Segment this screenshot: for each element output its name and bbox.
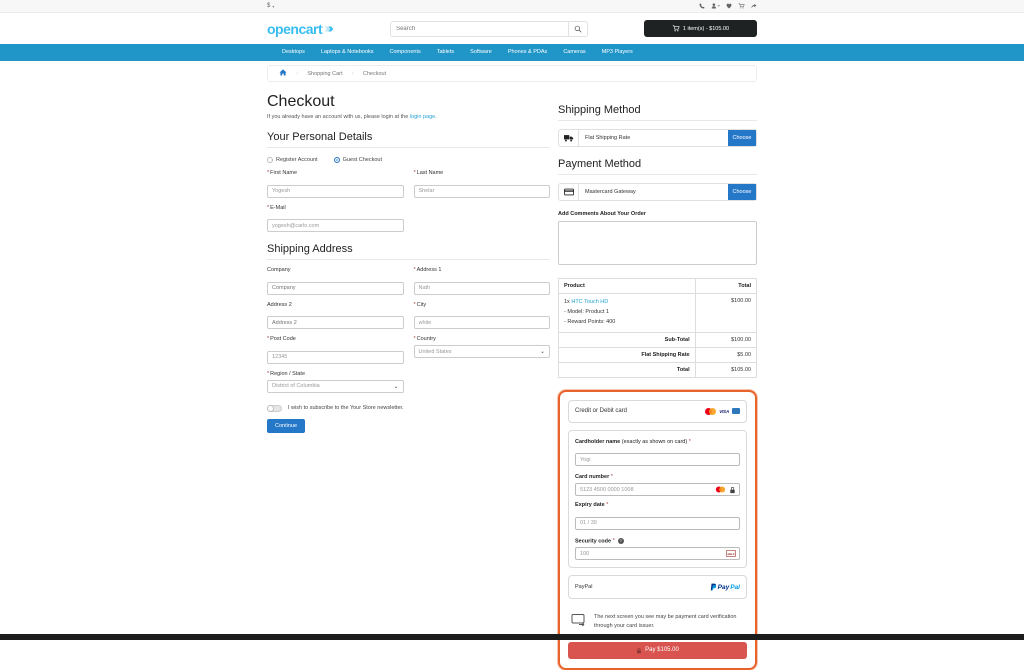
card-option-label: Credit or Debit card bbox=[575, 408, 628, 415]
cart-icon[interactable] bbox=[738, 3, 745, 9]
nav-item-tablets[interactable]: Tablets bbox=[436, 49, 455, 55]
help-question-icon[interactable]: ? bbox=[619, 538, 622, 544]
login-hint: If you already have an account with us, please login at the login page. bbox=[267, 114, 437, 120]
subtotal-row bbox=[559, 332, 757, 347]
search-input[interactable] bbox=[390, 21, 568, 37]
newsletter-label: I wish to subscribe to the Your Store newsletter. bbox=[288, 405, 404, 411]
register-account-label: Register Account bbox=[276, 157, 318, 163]
visa-icon: VISA bbox=[719, 408, 729, 414]
country-field-group bbox=[414, 336, 551, 364]
footer-bar bbox=[0, 634, 1024, 640]
verification-note bbox=[571, 613, 744, 632]
cardholder-name-input[interactable] bbox=[575, 453, 740, 466]
total-value: $105.00 bbox=[695, 362, 756, 377]
payment-method-heading: Payment Method bbox=[558, 158, 757, 175]
shipping-rate-label: Flat Shipping Rate bbox=[559, 347, 696, 362]
first-name-input[interactable] bbox=[267, 185, 404, 198]
payment-choose-button[interactable]: Choose bbox=[728, 184, 756, 200]
home-icon bbox=[279, 69, 287, 76]
shipping-method-row bbox=[558, 129, 757, 147]
last-name-label: *Last Name bbox=[413, 170, 444, 176]
nav-item-software[interactable]: Software bbox=[470, 49, 492, 55]
register-account-radio[interactable] bbox=[267, 157, 318, 163]
product-total: $100.00 bbox=[695, 294, 756, 333]
product-column-header: Product bbox=[559, 279, 696, 294]
table-header-row bbox=[559, 279, 757, 294]
opencart-logo[interactable] bbox=[267, 21, 334, 37]
shipping-choose-button[interactable]: Choose bbox=[728, 130, 756, 146]
continue-button[interactable]: Continue bbox=[267, 419, 305, 433]
currency-symbol: $ bbox=[267, 3, 271, 9]
truck-icon bbox=[559, 130, 579, 146]
city-label: *City bbox=[413, 301, 427, 308]
wishlist-heart-icon[interactable] bbox=[726, 3, 732, 9]
site-header bbox=[0, 13, 1024, 44]
toggle-knob bbox=[267, 405, 274, 412]
lock-icon bbox=[636, 647, 642, 654]
email-field-group bbox=[267, 205, 404, 233]
nav-item-components[interactable]: Components bbox=[389, 49, 421, 55]
lock-icon bbox=[729, 486, 736, 494]
top-bar bbox=[0, 0, 1024, 13]
nav-item-phones[interactable]: Phones & PDAs bbox=[507, 49, 548, 55]
cvv-card-icon bbox=[726, 550, 736, 557]
comments-textarea[interactable] bbox=[558, 221, 757, 265]
address1-input[interactable] bbox=[414, 282, 551, 295]
city-input[interactable] bbox=[414, 316, 551, 329]
first-name-label: *First Name bbox=[267, 170, 298, 176]
guest-checkout-label: Guest Checkout bbox=[342, 157, 383, 163]
chevron-down-icon: ⌄ bbox=[393, 383, 399, 390]
country-select[interactable]: United States ⌄ bbox=[414, 345, 551, 358]
shipping-address-heading: Shipping Address bbox=[267, 243, 550, 260]
address2-input[interactable] bbox=[267, 316, 404, 329]
page-title: Checkout bbox=[267, 93, 335, 110]
order-summary-table bbox=[558, 278, 757, 378]
logo-text: opencart bbox=[267, 20, 323, 37]
amex-icon bbox=[732, 408, 740, 414]
total-column-header: Total bbox=[695, 279, 756, 294]
phone-icon[interactable] bbox=[699, 3, 705, 9]
breadcrumb-home[interactable] bbox=[270, 69, 299, 78]
credit-card-icon bbox=[559, 184, 579, 200]
email-label: *E-Mail bbox=[267, 204, 286, 211]
login-page-link[interactable]: login page bbox=[409, 114, 436, 120]
guest-checkout-radio[interactable] bbox=[334, 157, 382, 163]
nav-item-cameras[interactable]: Cameras bbox=[563, 49, 586, 55]
nav-item-desktops[interactable]: Desktops bbox=[282, 49, 305, 55]
breadcrumb-shopping-cart[interactable]: Shopping Cart bbox=[307, 70, 343, 77]
comments-label: Add Comments About Your Order bbox=[558, 211, 646, 217]
card-details-form bbox=[568, 430, 747, 568]
address2-field-group bbox=[267, 302, 404, 330]
region-label: *Region / State bbox=[267, 370, 305, 377]
subtotal-label: Sub-Total bbox=[559, 332, 696, 347]
search-icon bbox=[574, 25, 582, 33]
chevron-down-icon: ⌄ bbox=[539, 349, 545, 355]
city-field-group bbox=[414, 302, 551, 330]
breadcrumb-separator: › bbox=[296, 70, 299, 77]
payment-method-row bbox=[558, 183, 757, 201]
breadcrumb bbox=[267, 65, 757, 82]
address1-label: *Address 1 bbox=[413, 267, 442, 273]
radio-icon bbox=[267, 157, 273, 163]
card-redirect-icon bbox=[571, 613, 587, 626]
nav-item-laptops[interactable]: Laptops & Notebooks bbox=[320, 49, 374, 55]
company-input[interactable] bbox=[267, 282, 404, 295]
company-label: Company bbox=[267, 267, 291, 273]
paypal-option-row[interactable] bbox=[568, 575, 747, 599]
pay-button-label: Pay $105.00 bbox=[645, 647, 679, 654]
mastercard-icon bbox=[705, 408, 716, 415]
expiry-date-label: Expiry date * bbox=[575, 502, 609, 509]
cart-total-button[interactable] bbox=[644, 20, 757, 37]
address1-field-group bbox=[414, 267, 551, 295]
shipping-rate-row bbox=[559, 347, 757, 362]
main-nav bbox=[0, 44, 1024, 61]
country-label: *Country bbox=[413, 336, 436, 342]
pay-button[interactable] bbox=[568, 642, 747, 659]
paypal-mark-icon bbox=[710, 583, 717, 591]
shipping-method-option: Flat Shipping Rate bbox=[585, 135, 631, 141]
breadcrumb-separator: › bbox=[351, 70, 354, 77]
mastercard-icon bbox=[716, 487, 725, 493]
currency-selector[interactable] bbox=[267, 3, 274, 9]
paypal-logo: Pay Pal bbox=[710, 583, 740, 591]
region-select[interactable]: District of Columbia ⌄ bbox=[267, 380, 404, 393]
card-number-input[interactable] bbox=[576, 484, 712, 495]
postcode-input[interactable] bbox=[267, 351, 404, 364]
paypal-option-label: PayPal bbox=[575, 584, 593, 591]
product-row bbox=[559, 294, 757, 333]
shipping-rate-value: $5.00 bbox=[695, 347, 756, 362]
verification-note-text: The next screen you see may be payment card verification through your card issuer. bbox=[594, 614, 737, 630]
total-label: Total bbox=[559, 362, 696, 377]
radio-checked-icon bbox=[334, 157, 340, 163]
security-code-input[interactable] bbox=[576, 548, 723, 559]
cart-icon bbox=[672, 25, 680, 32]
first-name-field-group bbox=[267, 170, 404, 198]
search-button[interactable] bbox=[568, 21, 588, 37]
share-icon[interactable] bbox=[751, 3, 757, 9]
postcode-label: *Post Code bbox=[267, 336, 296, 342]
user-account-icon[interactable] bbox=[711, 3, 720, 9]
company-field-group bbox=[267, 267, 404, 295]
card-option-header[interactable] bbox=[568, 400, 747, 423]
subtotal-value: $100.00 bbox=[695, 332, 756, 347]
payment-method-option: Mastercard Gateway bbox=[585, 189, 636, 195]
logo-arrow-icon bbox=[324, 25, 334, 33]
postcode-field-group bbox=[267, 336, 404, 364]
breadcrumb-checkout[interactable]: Checkout bbox=[362, 70, 387, 77]
expiry-date-input[interactable] bbox=[575, 517, 740, 530]
email-input[interactable] bbox=[267, 219, 404, 232]
newsletter-toggle[interactable] bbox=[267, 405, 282, 412]
shipping-method-heading: Shipping Method bbox=[558, 104, 757, 121]
product-qty: 1x bbox=[564, 299, 572, 305]
security-code-label: Security code * ? bbox=[575, 538, 622, 545]
region-field-group bbox=[267, 371, 404, 393]
last-name-input[interactable] bbox=[414, 185, 551, 198]
card-number-label: Card number * bbox=[575, 474, 613, 481]
card-payment-panel bbox=[558, 390, 757, 670]
product-model-line: - Model: Product 1 bbox=[564, 308, 609, 315]
product-reward-line: - Reward Points: 400 bbox=[564, 318, 616, 325]
chevron-down-icon: ▾ bbox=[272, 3, 275, 9]
address2-label: Address 2 bbox=[267, 301, 292, 308]
product-link[interactable]: HTC Touch HD bbox=[571, 299, 609, 305]
nav-item-mp3[interactable]: MP3 Players bbox=[601, 49, 633, 55]
personal-details-heading: Your Personal Details bbox=[267, 131, 550, 148]
last-name-field-group bbox=[414, 170, 551, 198]
total-row bbox=[559, 362, 757, 377]
cardholder-name-label: Cardholder name (exactly as shown on card) * bbox=[575, 438, 691, 445]
cart-total-label: 1 item(s) - $105.00 bbox=[682, 25, 730, 32]
